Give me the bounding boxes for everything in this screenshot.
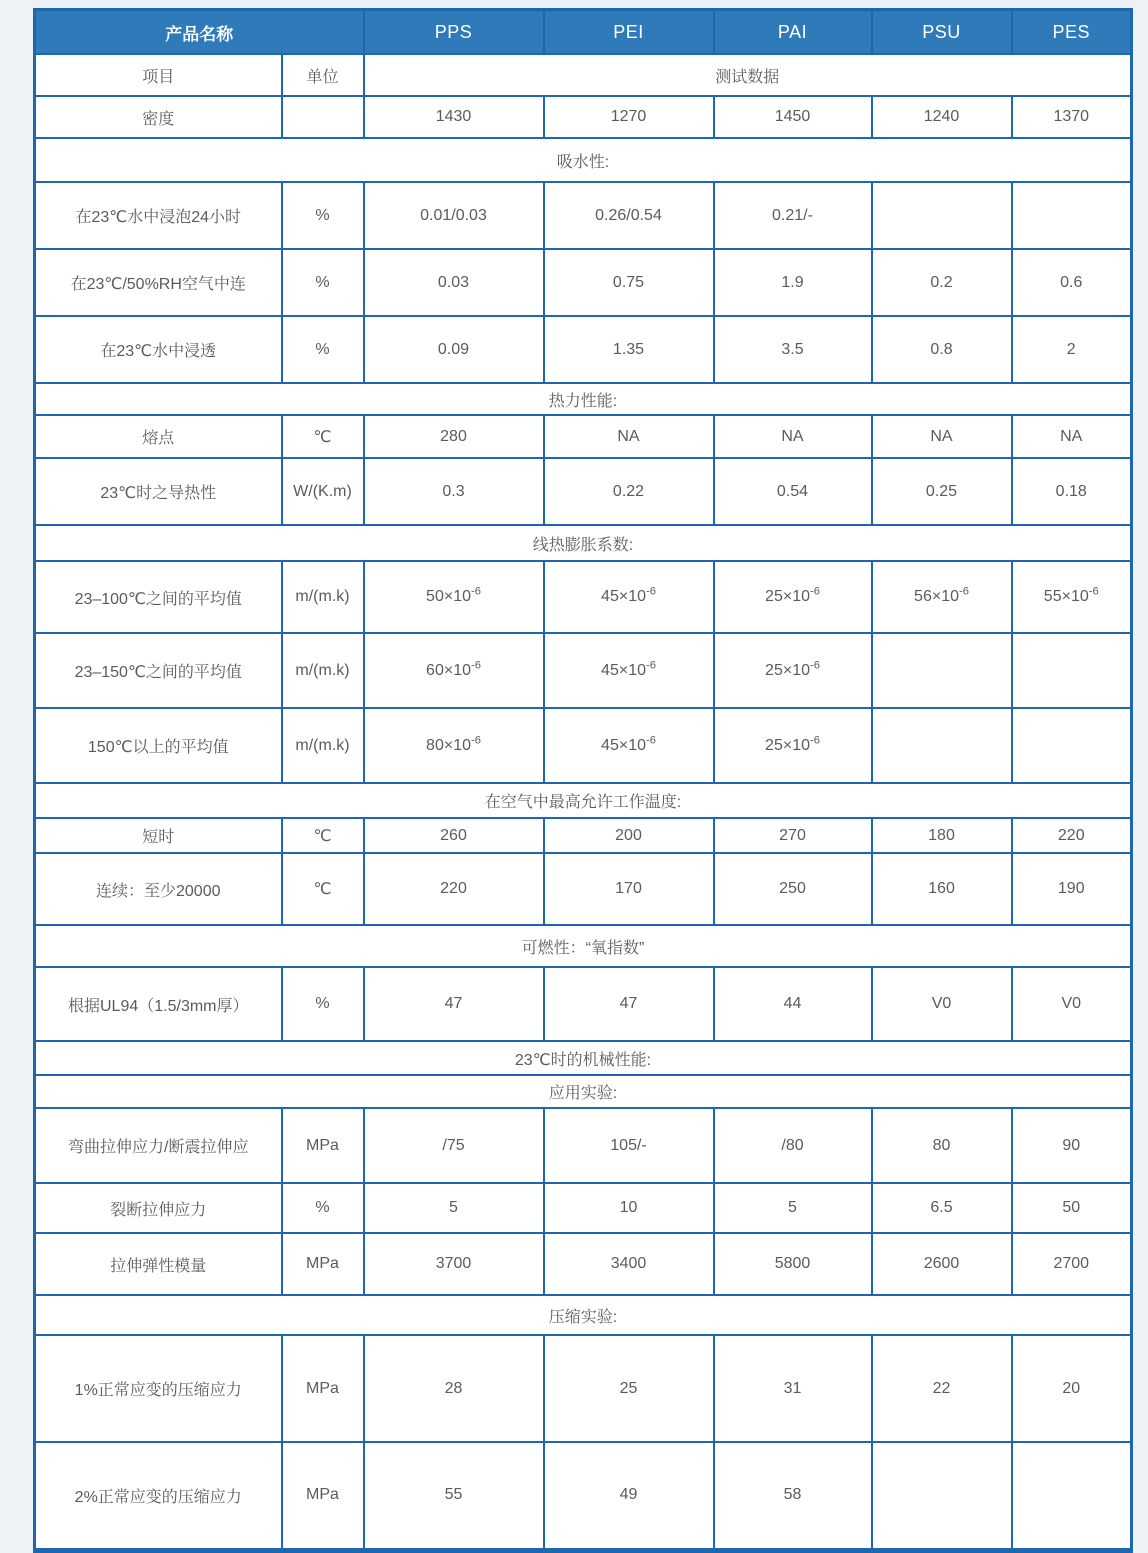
value-cell: 0.03 [364,249,544,316]
value-cell: 2600 [872,1233,1012,1295]
unit-cell: ℃ [282,415,364,458]
column-header-pes: PES [1012,10,1132,55]
value-cell: 28 [364,1335,544,1442]
value-cell: 0.54 [714,458,872,525]
section-row [35,138,1132,182]
table-row [35,1335,1132,1442]
value-cell [1012,708,1132,783]
section-row [35,383,1132,415]
value-cell: 180 [872,818,1012,853]
value-cell: 105/- [544,1108,714,1183]
unit-cell: m/(m.k) [282,561,364,633]
value-cell: 55 [364,1442,544,1550]
value-cell: 1.9 [714,249,872,316]
unit-cell: % [282,1183,364,1233]
value-cell [1012,182,1132,249]
value-cell [872,633,1012,708]
header-row [35,10,1132,55]
table-row [35,1108,1132,1183]
table-row [35,415,1132,458]
value-cell: 58 [714,1442,872,1550]
value-cell: 220 [1012,818,1132,853]
value-cell: 25 [544,1335,714,1442]
value-cell [1012,633,1132,708]
value-cell: $25\times 10^{-6}$ [714,561,872,633]
section-row [35,783,1132,818]
value-cell: 1370 [1012,96,1132,138]
table-row [35,633,1132,708]
value-cell: 2 [1012,316,1132,383]
value-cell [1012,1442,1132,1550]
value-cell: 250 [714,853,872,925]
value-cell: 80 [872,1108,1012,1183]
value-cell [872,708,1012,783]
section-header: 23℃时的机械性能: [35,1041,1132,1075]
value-cell: 200 [544,818,714,853]
value-cell: $45\times 10^{-6}$ [544,633,714,708]
value-cell: 0.8 [872,316,1012,383]
column-header-psu: PSU [872,10,1012,55]
value-cell: 0.01/0.03 [364,182,544,249]
value-cell: 0.2 [872,249,1012,316]
row-label: 在23℃水中浸透 [35,316,282,383]
value-cell: 0.25 [872,458,1012,525]
column-header-pai: PAI [714,10,872,55]
unit-cell: MPa [282,1108,364,1183]
item-header: 项目 [35,54,282,96]
section-row [35,925,1132,967]
value-cell: 50 [1012,1183,1132,1233]
row-label: 根据UL94（1.5/3mm厚） [35,967,282,1041]
row-label: 裂断拉伸应力 [35,1183,282,1233]
value-cell: 220 [364,853,544,925]
unit-cell: m/(m.k) [282,708,364,783]
value-cell: NA [872,415,1012,458]
unit-cell: MPa [282,1335,364,1442]
value-cell: $25\times 10^{-6}$ [714,633,872,708]
table-row [35,96,1132,138]
table-row [35,458,1132,525]
table-row [35,561,1132,633]
value-cell: 6.5 [872,1183,1012,1233]
product-name-header: 产品名称 [35,10,364,55]
section-row [35,1295,1132,1335]
value-cell: 0.18 [1012,458,1132,525]
value-cell: 5 [714,1183,872,1233]
unit-cell: MPa [282,1233,364,1295]
value-cell: 0.09 [364,316,544,383]
unit-header: 单位 [282,54,364,96]
value-cell: 0.3 [364,458,544,525]
value-cell: 2700 [1012,1233,1132,1295]
value-cell: 47 [544,967,714,1041]
value-cell: 1430 [364,96,544,138]
value-cell: /80 [714,1108,872,1183]
table-body [35,96,1132,1550]
table-row [35,1442,1132,1550]
table-row [35,1233,1132,1295]
row-label: 连续：至少20000 [35,853,282,925]
table-row [35,182,1132,249]
row-label: 23–100℃之间的平均值 [35,561,282,633]
value-cell [872,1442,1012,1550]
row-label: 2%正常应变的压缩应力 [35,1442,282,1550]
section-header: 热力性能: [35,383,1132,415]
value-cell: NA [714,415,872,458]
value-cell: 44 [714,967,872,1041]
value-cell: 49 [544,1442,714,1550]
row-label: 拉伸弹性模量 [35,1233,282,1295]
table-row [35,818,1132,853]
unit-cell: ℃ [282,818,364,853]
value-cell: 0.21/- [714,182,872,249]
row-label: 密度 [35,96,282,138]
table-row [35,316,1132,383]
section-header: 可燃性：“氧指数” [35,925,1132,967]
value-cell: 47 [364,967,544,1041]
row-label: 23℃时之导热性 [35,458,282,525]
section-row [35,1041,1132,1075]
subheader-row [35,54,1132,96]
value-cell: $55\times 10^{-6}$ [1012,561,1132,633]
unit-cell: % [282,249,364,316]
row-label: 短时 [35,818,282,853]
value-cell: 22 [872,1335,1012,1442]
value-cell: NA [1012,415,1132,458]
value-cell: V0 [872,967,1012,1041]
value-cell: $50\times 10^{-6}$ [364,561,544,633]
value-cell: 0.75 [544,249,714,316]
unit-cell: % [282,316,364,383]
unit-cell: % [282,967,364,1041]
value-cell: $25\times 10^{-6}$ [714,708,872,783]
value-cell: 5800 [714,1233,872,1295]
value-cell: 3.5 [714,316,872,383]
value-cell: 270 [714,818,872,853]
row-label: 1%正常应变的压缩应力 [35,1335,282,1442]
value-cell: NA [544,415,714,458]
unit-cell: m/(m.k) [282,633,364,708]
value-cell: /75 [364,1108,544,1183]
value-cell: 260 [364,818,544,853]
section-header: 在空气中最高允许工作温度: [35,783,1132,818]
table-row [35,967,1132,1041]
value-cell: 160 [872,853,1012,925]
row-label: 在23℃/50%RH空气中连 [35,249,282,316]
value-cell: 90 [1012,1108,1132,1183]
value-cell: 170 [544,853,714,925]
unit-cell: % [282,182,364,249]
value-cell: 1450 [714,96,872,138]
value-cell: $56\times 10^{-6}$ [872,561,1012,633]
row-label: 熔点 [35,415,282,458]
table-row [35,853,1132,925]
unit-cell [282,96,364,138]
value-cell: 3700 [364,1233,544,1295]
value-cell: 5 [364,1183,544,1233]
value-cell: 1.35 [544,316,714,383]
value-cell: 0.22 [544,458,714,525]
section-header: 吸水性: [35,138,1132,182]
value-cell: 1240 [872,96,1012,138]
value-cell: 10 [544,1183,714,1233]
unit-cell: W/(K.m) [282,458,364,525]
unit-cell: ℃ [282,853,364,925]
section-row [35,1075,1132,1108]
column-header-pps: PPS [364,10,544,55]
section-row [35,525,1132,561]
value-cell: 3400 [544,1233,714,1295]
value-cell: $45\times 10^{-6}$ [544,708,714,783]
value-cell: V0 [1012,967,1132,1041]
value-cell: 280 [364,415,544,458]
material-properties-table [33,8,1133,1553]
value-cell: 31 [714,1335,872,1442]
value-cell: 1270 [544,96,714,138]
table-row [35,708,1132,783]
column-header-pei: PEI [544,10,714,55]
value-cell: $45\times 10^{-6}$ [544,561,714,633]
value-cell: 0.6 [1012,249,1132,316]
test-data-header: 测试数据 [364,54,1132,96]
row-label: 150℃以上的平均值 [35,708,282,783]
section-header: 线热膨胀系数: [35,525,1132,561]
row-label: 弯曲拉伸应力/断震拉伸应 [35,1108,282,1183]
row-label: 23–150℃之间的平均值 [35,633,282,708]
row-label: 在23℃水中浸泡24小时 [35,182,282,249]
value-cell: 20 [1012,1335,1132,1442]
value-cell [872,182,1012,249]
table-row [35,249,1132,316]
section-header: 应用实验: [35,1075,1132,1108]
value-cell: 0.26/0.54 [544,182,714,249]
section-header: 压缩实验: [35,1295,1132,1335]
value-cell: 190 [1012,853,1132,925]
value-cell: $60\times 10^{-6}$ [364,633,544,708]
value-cell: $80\times 10^{-6}$ [364,708,544,783]
unit-cell: MPa [282,1442,364,1550]
table-row [35,1183,1132,1233]
